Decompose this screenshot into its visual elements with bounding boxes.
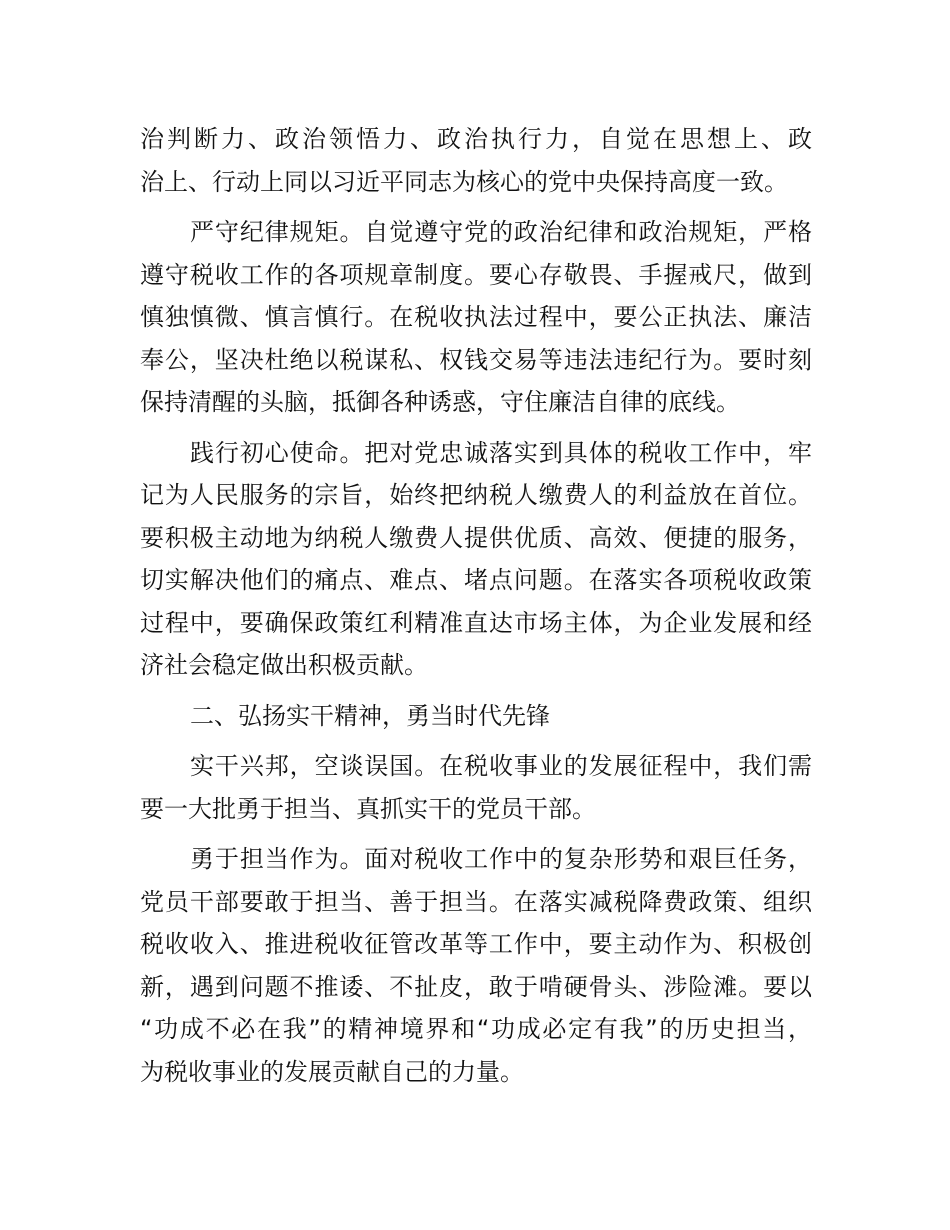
text-line: 新，遇到问题不推诿、不扯皮，敢于啃硬骨头、涉险滩。要以 [140,972,812,1001]
text-line: 过程中，要确保政策红利精准直达市场主体，为企业发展和经 [140,608,812,637]
text-line: 税收收入、推进税收征管改革等工作中，要主动作为、积极创 [140,930,812,958]
text-line: 践行初心使命。把对党忠诚落实到具体的税收工作中，牢 [190,438,812,467]
text-line: 遵守税收工作的各项规章制度。要心存敬畏、手握戒尺，做到 [140,260,812,289]
text-line: 为税收事业的发展贡献自己的力量。 [140,1057,524,1086]
text-line: 治判断力、政治领悟力、政治执行力，自觉在思想上、政 [140,125,812,153]
text-line: 实干兴邦，空谈误国。在税收事业的发展征程中，我们需 [190,752,812,780]
text-line: 严守纪律规矩。自觉遵守党的政治纪律和政治规矩，严格 [190,218,812,246]
text-line: “功成不必在我”的精神境界和“功成必定有我”的历史担当， [140,1015,812,1043]
paragraph-responsibility [140,838,812,1093]
heading-line: 二、弘扬实干精神，勇当时代先锋 [190,701,550,730]
text-line: 党员干部要敢于担当、善于担当。在落实减税降费政策、组织 [140,887,812,916]
paragraph-discipline [140,211,812,424]
text-line: 慎独慎微、慎言慎行。在税收执法过程中，要公正执法、廉洁 [140,303,812,331]
text-line: 治上、行动上同以习近平同志为核心的党中央保持高度一致。 [140,167,788,196]
paragraph-mission [140,432,812,687]
text-line: 奉公，坚决杜绝以税谋私、权钱交易等违法违纪行为。要时刻 [140,345,812,374]
text-line: 要一大批勇于担当、真抓实干的党员干部。 [140,794,596,823]
text-line: 记为人民服务的宗旨，始终把纳税人缴费人的利益放在首位。 [140,481,812,509]
paragraph-political-judgment [140,118,812,203]
text-line: 勇于担当作为。面对税收工作中的复杂形势和艰巨任务， [190,845,812,873]
paragraph-practical-work [140,745,812,830]
text-line: 保持清醒的头脑，抵御各种诱惑，守住廉洁自律的底线。 [140,388,740,416]
text-line: 切实解决他们的痛点、难点、堵点问题。在落实各项税收政策 [140,566,812,594]
text-line: 济社会稳定做出积极贡献。 [140,651,428,679]
section-heading [140,695,812,738]
text-line: 要积极主动地为纳税人缴费人提供优质、高效、便捷的服务， [140,523,812,552]
document-page [140,118,812,1101]
